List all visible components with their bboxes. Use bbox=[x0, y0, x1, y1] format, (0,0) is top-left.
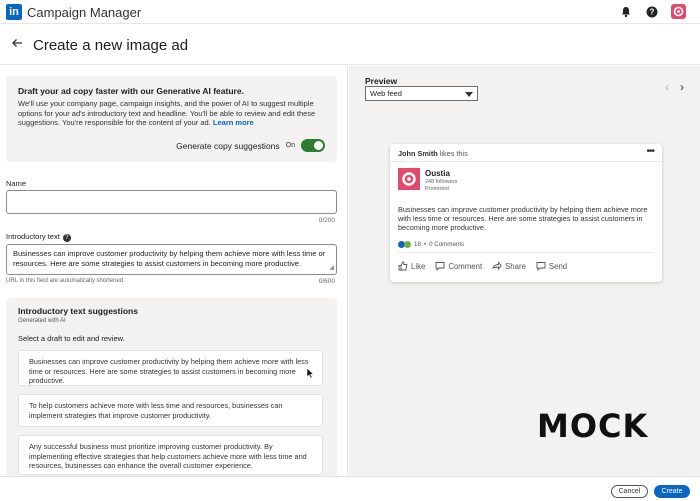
promoted-label: Promoted bbox=[425, 186, 449, 192]
top-icons bbox=[619, 4, 686, 19]
chevron-right-icon[interactable]: › bbox=[680, 80, 684, 94]
page-header bbox=[0, 25, 700, 65]
learn-more-link[interactable]: Learn more bbox=[212, 118, 254, 127]
comment-label: Comment bbox=[448, 261, 483, 271]
name-char-count: 0/200 bbox=[318, 217, 335, 224]
reactions-row bbox=[398, 241, 464, 248]
send-label: Send bbox=[548, 261, 568, 271]
top-bar bbox=[0, 0, 700, 24]
generate-suggestions-row bbox=[176, 139, 325, 152]
draft-option[interactable]: Businesses can improve customer productivity by helping them achieve more with less time or resources. Here are some strategies to assist customers in becoming more productive. bbox=[18, 350, 323, 386]
page-title: Create a new image ad bbox=[33, 37, 189, 54]
intro-suggestions-card bbox=[6, 298, 337, 476]
resize-handle-icon[interactable]: ◢ bbox=[329, 264, 334, 271]
account-avatar-icon[interactable] bbox=[671, 4, 686, 19]
intro-text-value: Businesses can improve customer productivity by helping them achieve more with less time or resources. Here are some strategies to assist customers in becoming more productive. bbox=[13, 249, 326, 268]
mouse-cursor-icon bbox=[306, 367, 315, 379]
more-options-icon[interactable]: ••• bbox=[646, 146, 654, 157]
ai-card-description bbox=[18, 99, 318, 128]
comments-count: 0 Comments bbox=[429, 241, 465, 248]
info-icon[interactable]: ? bbox=[63, 234, 71, 242]
toggle-state-label: On bbox=[285, 142, 295, 149]
share-icon bbox=[492, 261, 502, 271]
comment-icon bbox=[435, 261, 445, 271]
intro-char-count: 0/600 bbox=[318, 278, 335, 285]
post-social-line bbox=[398, 149, 468, 158]
post-body-text: Businesses can improve customer productivity by helping them achieve more with less time or resources. Here are some strategies to assist customers in becoming more productive. bbox=[398, 205, 648, 232]
ad-form-pane bbox=[0, 66, 348, 476]
chevron-left-icon[interactable]: ‹ bbox=[665, 80, 669, 94]
help-circle-icon[interactable] bbox=[645, 5, 659, 19]
liker-name: John Smith bbox=[398, 149, 438, 158]
like-label: Like bbox=[411, 261, 426, 271]
ai-description-text: We'll use your company page, campaign insights, and the power of AI to suggest multiple options for your ad's introductory text and headline. You'll be able to review and edit these suggestions. You're responsible for the content of your ad. bbox=[18, 99, 316, 127]
draft-option[interactable]: Any successful business must prioritize improving customer productivity. By implementing effective strategies that help customers achieve more with less time and resources, businesses can enhance the overall customer experience. bbox=[18, 435, 323, 475]
intro-text-label-row bbox=[6, 232, 71, 242]
suggestions-instruction: Select a draft to edit and review. bbox=[18, 334, 125, 343]
url-shorten-note: URL in this field are automatically shortened bbox=[6, 278, 124, 284]
post-actions bbox=[398, 261, 567, 271]
brand[interactable] bbox=[6, 4, 141, 20]
create-button[interactable]: Create bbox=[654, 485, 690, 498]
share-button[interactable] bbox=[492, 261, 526, 271]
divider bbox=[390, 161, 662, 162]
back-arrow-icon[interactable] bbox=[11, 37, 23, 52]
bullet-separator: • bbox=[423, 241, 427, 248]
company-followers: 248 followers bbox=[425, 179, 458, 185]
name-input[interactable] bbox=[6, 190, 337, 214]
liker-suffix: likes this bbox=[439, 149, 468, 158]
company-name: Oustia bbox=[425, 169, 450, 178]
linkedin-logo-icon: in bbox=[6, 4, 22, 20]
share-label: Share bbox=[505, 261, 526, 271]
generate-suggestions-label: Generate copy suggestions bbox=[176, 140, 280, 151]
intro-text-input[interactable] bbox=[6, 244, 337, 275]
comment-button[interactable] bbox=[435, 261, 482, 271]
ai-card-title: Draft your ad copy faster with our Generative AI feature. bbox=[18, 86, 244, 96]
caret-down-icon bbox=[465, 92, 473, 97]
ad-preview-post bbox=[390, 144, 662, 282]
company-logo-icon bbox=[398, 168, 420, 190]
bell-icon[interactable] bbox=[619, 5, 633, 19]
mock-watermark: MOCK bbox=[537, 407, 649, 445]
suggestions-title: Introductory text suggestions bbox=[18, 306, 138, 316]
app-name: Campaign Manager bbox=[27, 4, 142, 20]
divider bbox=[398, 252, 654, 253]
send-icon bbox=[536, 261, 546, 271]
generate-suggestions-toggle[interactable] bbox=[301, 139, 325, 152]
reactions-count: 18 bbox=[414, 241, 421, 248]
suggestions-subtitle: Generated with AI bbox=[18, 318, 66, 324]
placement-select[interactable] bbox=[365, 86, 478, 101]
preview-pane bbox=[349, 66, 700, 476]
name-label: Name bbox=[6, 179, 27, 188]
footer-bar bbox=[0, 476, 700, 501]
generative-ai-card bbox=[6, 76, 337, 162]
like-button[interactable] bbox=[398, 261, 425, 271]
celebrate-reaction-icon bbox=[404, 241, 411, 248]
placement-value: Web feed bbox=[370, 89, 402, 98]
cancel-button[interactable]: Cancel bbox=[611, 485, 648, 498]
svg-text:?: ? bbox=[649, 7, 655, 17]
intro-text-label: Introductory text bbox=[6, 232, 60, 241]
draft-option[interactable]: To help customers achieve more with less time and resources, businesses can implement strategies that improve customer productivity. bbox=[18, 394, 323, 427]
toggle-knob bbox=[314, 141, 323, 150]
send-button[interactable] bbox=[536, 261, 567, 271]
thumbs-up-icon bbox=[398, 261, 408, 271]
preview-label: Preview bbox=[365, 76, 398, 86]
